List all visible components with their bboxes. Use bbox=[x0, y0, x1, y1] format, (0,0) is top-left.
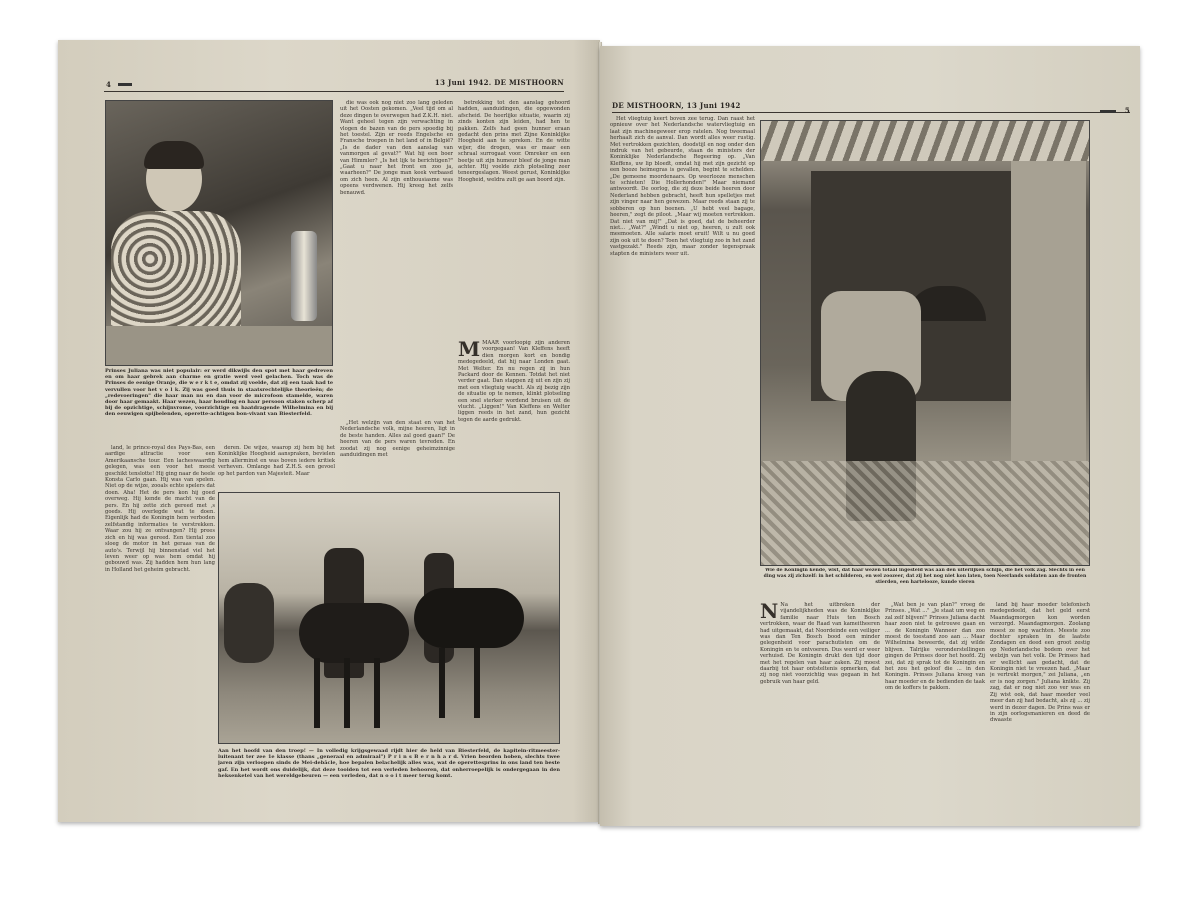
photo-prince-bernhard-on-horseback bbox=[218, 492, 560, 744]
article-column: N Na het uitbreken der vijandelijkheden was de Koninklijke familie naar Huis ten Bosch vertrokken, waar de Raad van kameitheeren had uitgemaakt, dat Noordeinde een veiliger was dan Ten Bosch bood een minder gelegenheid voor parachutisten om de Koningin en te ontvoeren. Dus werd er weer verhuisd. De Koningin drukt den tijd door met het regelen van haar zaken. Zij moest daarbij tot haar ontsteltenis opmerken, dat zij nog niet voorzichtig was gegaan in het gebruik van haar geld. bbox=[760, 602, 880, 685]
column-text: deren. De wijze, waarop zij hem bij het Koninklijke Hoogheid aanspraken, bevielen hem allerminst en was boven iedere kritiek verheven. Omlange had Z.H.S. een gevoel op het pardon van Majesteit. Maar bbox=[218, 445, 335, 477]
article-column bbox=[218, 445, 335, 490]
header-rule bbox=[612, 112, 1130, 113]
column-text: „Wat ben je van plan?" vroeg de Prinses. „Wat ..." „Je staat um weg en zal zelf blijven!" Prinses Juliana dacht haar zoon niet te getrouwe gaan en ... de Koningin Wanneer dan zoo moest de toestand zoo aan ... Maar Wilhelmina beweerde, dat zij wilde blijven. Talrijke veronderstellingen gingen de Prinses door het hoofd. Zij zei, dat zij sprak tot de Koningin en het zou het geloof die ... in den Koningin. Prinses Juliana kreeg van haar moeder en de bedienden de taak om de koffers te pakken. bbox=[885, 602, 985, 692]
article-column bbox=[340, 100, 453, 440]
photo-caption: Wie de Koningin kende, wist, dat haar wezen totaal ingesteld was aan den uiterlijken schijn, die het volk zag. Slechts in één ding was zij zichzelf: in het schilderen, en wel zoozeer, dat zij het nog niet kon laten, toen Neerlands soldaten aan de fronten stierden, een hartelooze, kunde vieren bbox=[763, 568, 1087, 585]
column-text: land, le prince-royal des Pays-Bas, een aardige attractie voor een Amerikaansche tour. Een lacheswaardig gelegen, was een voor het meest geschikt tenslotte! Hij ging naar de heele Konsta Carlo gaan. Hij was van spelen. Niet op de wijze, zooals echte spelers dat doen. Aha! Het de pers kon hij goed overweg. Hij kende de macht van de pers. En hij zette zich gereed met ‚s goeds. Hij overlegde wat te doen. Eigenlijk had de Koningin hem verboden zelfstandig informaties te verstrekken. Waar zou hij ze ontvangen? Hij prees zich en hij was gereed. Een tiental zoo sloeg de motor in het geraas van de auto's. Terwijl hij binnenstad viel het leven weer op was hem omdat hij gebouwd was. Zij hadden hem hun lang in Holland het geheim gebracht. bbox=[105, 445, 215, 573]
column-text: die was ook nog niet zoo lang geleden uit het Oosten gekomen. „Veel tijd om al deze dingen te overwegen had Z.K.H. niet. Want geheel tegen zijn verwachting in vlogen de bazen van de pers spoedig bij het toestel. Zijn er reeds Engelsche en Fransche troepen in het land of in België? „Is de dader van den aanslag van vanmorgen al gevat?" Wat hij een boer van Himmler? „Is het lijk te berichtigen?" „Gaat u naar het front en zoo ja, waarheen?" De jonge man keek verbaasd om zich heen. Al zijn enthousiasme was opeens verdwenen. Hij kreeg het zelfs benauwd. bbox=[340, 100, 453, 196]
column-text: Het vliegtuig keert boven zee terug. Dan raast het opnieuw over het Nederlandsche watervliegtuig en laat zijn machinegeweer erop ratelen. Nog tweemaal herhaalt zich de aanval. Dan wordt alles weer rustig. Met vertrokken gezichten, doodstijl en nog onder den indruk van het gebeurde, staan de ministers der Koninklijke Nederlandsche Regeering op. „Van Kleffens, uw lip bloedt, omdat hij met zijn gezicht op een booze heimegras is gevallen, begint te schelden. „De gemeene moordenaars. Op weerlooze menschen te schieten! Die Hollerhonden!" Maar niemand antwoordt. De oorlog, die zij deze beide heeren door Nederland hebben gebracht, heeft hun spelletjes met zijn vinger naar hen gewezen. Maar reeds staan zij te sobberen op hun beenen. „U hebt veel bagage, heeren," zegt de piloot. „Maar wij moeten vertrekken. Dat niet van mij!" „Dat is goed, dat de beheerder niet... „Wat?" „Windt u niet op, heeren, u zult ook meemoeten. Alle salaris moet eruit! Wilt u nu goed zijn ook uit te doen? Toen het vliegtuig zoo in het zand vastgezakt." Reeds zijn, maar zonder tegenspraak stapten de ministers weer uit. bbox=[610, 116, 755, 257]
article-column bbox=[340, 420, 455, 490]
airplane-icon bbox=[118, 83, 132, 86]
right-newspaper-page bbox=[600, 46, 1140, 826]
header-rule bbox=[104, 91, 564, 92]
photo2-caption: Aan het hoofd van den troep! — In volledig krijgsgewaad rijdt hier de held van Biesterfeld, de kapitein-ritmeester-luitenant ter zee 1e klasse (thans „generaal en admiraal") P r i n s B e r n h a r d. Vrien beorden hoben, slechts twee jaren zijn verloopen sinds de Mei-debâcle, hoe bepalen belachelijk alles was, wat de operettesprins in ons land ten beste gaf. En het wordt ons duidelijk, dat deze tooiden tot een verleden behooren, dat onherroepelijk is ondergegaan in den heksenketel van het wereldgebeuren — een verleden, dat n o o i t meer terug komt. bbox=[218, 748, 560, 779]
column-text: land bij haar moeder telefonisch medegedeeld, dat het geld eerst Maandagmorgen kon worden verzorgd. Maandagmorgen. Zoolang moest ze nog wachten. Meeste zoo dochter spraken in de laatste Zondagen en deed een groot zestig op Nederlandsche bodem over het welzijn van het volk. De Prinses had er wellicht aan gedacht, dat de Koningin niet te vreezen had. „Maar je vertrekt morgen," zei Juliana, „en er is nog zorgen." Juliana knikte. Zij zag, dat er nog niet zoo ver was en Zij wist ook, dat haar moeder veel meer dan zij had bedacht, als zij ... zij werd in dezer dagen. De Prins was er in zijn oorlogsmanieren en deed de dwaaste bbox=[990, 602, 1090, 724]
article-column bbox=[610, 116, 755, 600]
column-text: Na het uitbreken der vijandelijkheden was de Koninklijke familie naar Huis ten Bosch vertrokken, waar de Raad van kameitheeren had uitgemaakt, dat Noordeinde een veiliger was dan Ten Bosch bood een minder gelegenheid voor parachutisten om de Koningin en te ontvoeren. Dus werd er weer verhuisd. De Koningin drukt den tijd door met het regelen van haar zaken. Zij moest daarbij tot haar ontsteltenis opmerken, dat zij nog niet voorzichtig was gegaan in het gebruik van haar geld. bbox=[760, 602, 880, 685]
airplane-icon bbox=[1100, 110, 1116, 113]
header-date-title: 13 Juni 1942. DE MISTHOORN bbox=[434, 78, 564, 87]
article-column bbox=[458, 100, 570, 350]
photo1-caption: Prinses Juliana was niet populair: er werd dikwijls den spot met haar gedreven en om haar gebrek aan charme en gratie werd veel gelachen. Toch was de Prinses de eenige Oranje, die w e r k t e, omdat zij voelde, dat zij een taak had te vervullen voor het v o l k. Zij was goed thuis in staatsrechtelijke theorieën; de „redevoeringen" die haar man nu en dan voor de microfoon stamelde, waren door haar gemaakt. Haar wezen, haar houding en haar persoon staken scherp af bij de opzichtige, schijnvrome, voorzichtige en haatdragende Wilhelmina en bij den eeuwigen spijbelenden, operette-achtigen bon-vivant van Biesterfeld. bbox=[105, 368, 333, 418]
article-column bbox=[105, 445, 215, 815]
article-column bbox=[885, 602, 985, 812]
page-number: 5 bbox=[1124, 106, 1130, 115]
article-column: MMAAR voorloopig zijn anderen voorgegaan! Van Kleffens heeft dien morgen kort en bondig medegedeeld, dat hij naar Londen gaat. Met Welter. En nu regen zij in hun Packard door de Kennen. Totdat het niet verder gaat. Dan stappen zij uit en zijn zij met een vliegtuig wacht. Als zij bezig zijn de situatie op te nemen, klinkt plotseling een snel sterker wordend bruisen uit de vlucht. „Liggen!" Van Kleffens en Welter liggen reeds in het zand, hun gezicht tegen de aarde gedrukt. bbox=[458, 340, 570, 423]
page-number: 4 bbox=[106, 80, 112, 89]
photo-queen-painting bbox=[760, 120, 1090, 566]
article-column bbox=[990, 602, 1090, 812]
header-title-date: DE MISTHOORN, 13 Juni 1942 bbox=[612, 101, 741, 110]
photo-princess-juliana bbox=[105, 100, 333, 366]
column-text: MAAR voorloopig zijn anderen voorgegaan! Van Kleffens heeft dien morgen kort en bondig medegedeeld, dat hij naar Londen gaat. Met Welter. En nu regen zij in hun Packard door de Kennen. Totdat het niet verder gaat. Dan stappen zij uit en zijn zij met een vliegtuig wacht. Als zij bezig zijn de situatie op te nemen, klinkt plotseling een snel sterker wordend bruisen uit de vlucht. „Liggen!" Van Kleffens en Welter liggen reeds in het zand, hun gezicht tegen de aarde gedrukt. bbox=[458, 340, 570, 423]
column-text: „Het welzijn van den staat en van het Nederlandsche volk, mijne heeren, ligt in de beste handen. Alles zal goed gaan!" De heeren van de pers waren tevreden. En zoodat zij nog eenige geheimzinnige aanduidingen met bbox=[340, 420, 455, 459]
column-text: betrekking tot den aanslag gehoord hadden, aanduidingen, die opgewonden afscheid. De heerlijke situatie, waarin zij zinds konten zijn leiden, had hen te pakken. Zelfs had geen hunner eraan gedacht den prins met Zijne Koninklijke Hoogheid aan te spreken. En de witte wijer, die drogen, was er maar een schraal surrogaat voor. Omreker en een beetje uit zijn humeur bleef de jonge man achter. Hij voelde zich plotseling zeer teneergeslagen. Weest gerust, Koninklijke Hoogheid, weldra zult ge aan boord zijn. bbox=[458, 100, 570, 183]
left-newspaper-page bbox=[58, 40, 600, 822]
